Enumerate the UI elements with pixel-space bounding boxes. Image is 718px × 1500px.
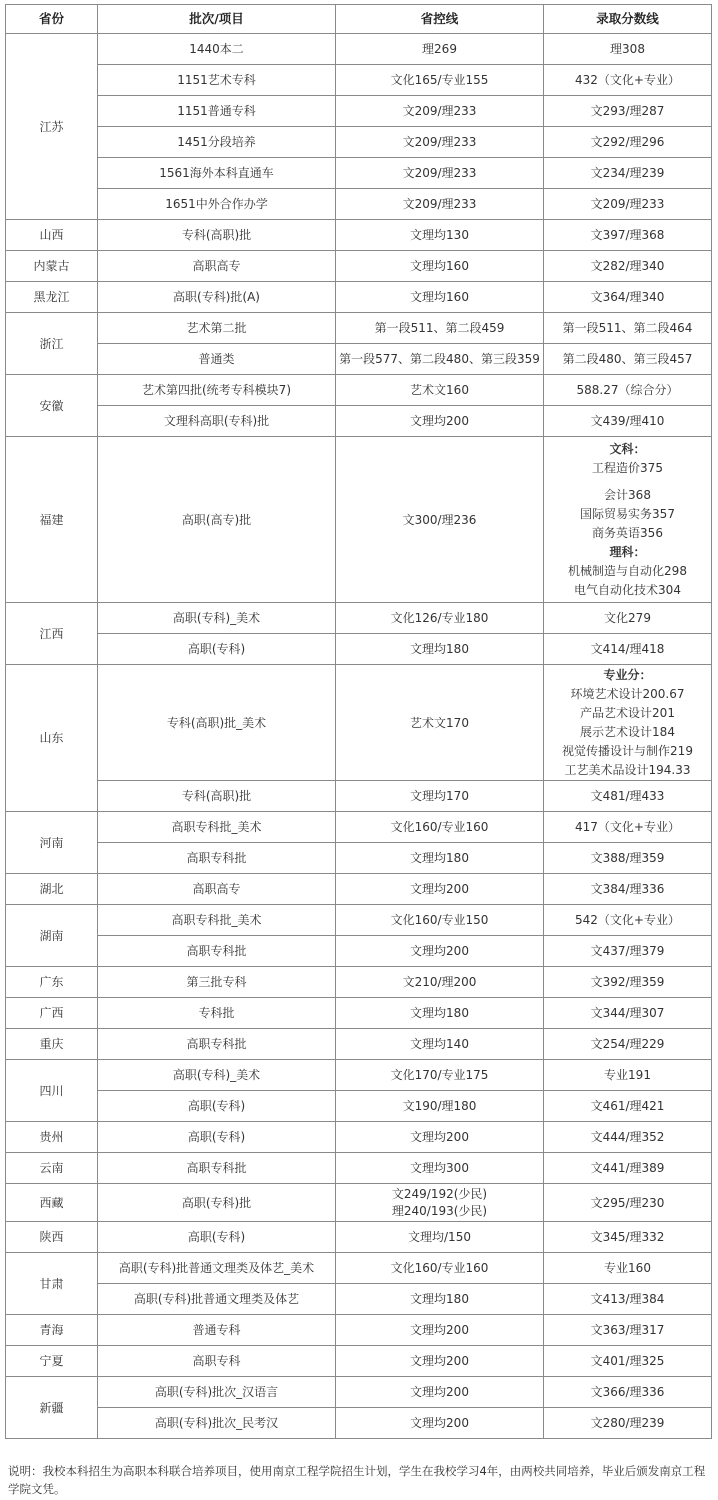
province-cell: 西藏 — [6, 1184, 98, 1222]
control-line-text: 文理均180 — [410, 851, 469, 865]
batch-cell: 普通类 — [98, 344, 336, 375]
control-line-text: 文300/理236 — [402, 512, 477, 527]
score-text: 文254/理229 — [590, 1037, 665, 1051]
table-row — [6, 812, 712, 843]
control-line-text: 理269 — [422, 42, 457, 56]
score-text: 文401/理325 — [590, 1354, 665, 1368]
score-text: 文293/理287 — [590, 104, 665, 118]
score-text: 展示艺术设计184 — [580, 724, 675, 739]
batch-cell: 高职专科批 — [98, 1029, 336, 1060]
control-line-text: 艺术文160 — [410, 383, 469, 397]
control-line-text: 文理均300 — [410, 1161, 469, 1175]
control-line-cell — [336, 189, 544, 220]
control-line-cell — [336, 967, 544, 998]
admission-score-cell — [544, 437, 712, 603]
control-line-cell — [336, 781, 544, 812]
control-line-cell — [336, 665, 544, 781]
control-line-cell — [336, 936, 544, 967]
score-text: 文439/理410 — [590, 414, 665, 428]
score-text: 文481/理433 — [590, 789, 665, 803]
control-line-text: 第一段511、第二段459 — [374, 321, 505, 335]
control-line-cell — [336, 634, 544, 665]
control-line-text: 艺术文170 — [410, 715, 469, 730]
control-line-cell — [336, 603, 544, 634]
batch-cell: 普通专科 — [98, 1315, 336, 1346]
control-line-cell — [336, 1029, 544, 1060]
batch-cell: 高职专科批 — [98, 936, 336, 967]
admission-score-cell — [544, 1284, 712, 1315]
province-cell: 河南 — [6, 812, 98, 874]
footnote: 说明：我校本科招生为高职本科联合培养项目，使用南京工程学院招生计划，学生在我校学习4年，由两校共同培养，毕业后颁发南京工程学院文凭。 — [8, 1464, 706, 1496]
score-text: 文461/理421 — [590, 1099, 665, 1113]
score-text: 文280/理239 — [590, 1416, 665, 1430]
score-text: 文413/理384 — [590, 1292, 665, 1306]
admission-score-cell — [544, 1153, 712, 1184]
table-row — [6, 1315, 712, 1346]
batch-cell: 高职(专科) — [98, 634, 336, 665]
admission-score-cell — [544, 812, 712, 843]
control-line-text: 文理均200 — [410, 1416, 469, 1430]
admission-score-cell — [544, 220, 712, 251]
score-text: 电气自动化技术304 — [574, 582, 681, 597]
score-text: 商务英语356 — [592, 525, 663, 540]
score-text: 专业191 — [604, 1068, 651, 1082]
batch-cell: 高职(专科)批 — [98, 1184, 336, 1222]
province-cell: 安徽 — [6, 375, 98, 437]
control-line-cell — [336, 998, 544, 1029]
province-cell: 江苏 — [6, 34, 98, 220]
table-row — [6, 220, 712, 251]
batch-cell: 1151艺术专科 — [98, 65, 336, 96]
score-text: 文363/理317 — [590, 1323, 665, 1337]
province-cell: 贵州 — [6, 1122, 98, 1153]
control-line-text: 文209/理233 — [402, 197, 477, 211]
control-line-text: 文化165/专业155 — [390, 73, 489, 87]
header-control-line: 省控线 — [336, 5, 544, 34]
score-text: 工艺美术品设计194.33 — [564, 762, 691, 777]
table-row — [6, 65, 712, 96]
batch-cell: 专科(高职)批 — [98, 220, 336, 251]
admission-score-cell — [544, 158, 712, 189]
table-row — [6, 158, 712, 189]
control-line-cell — [336, 65, 544, 96]
score-text: 文292/理296 — [590, 135, 665, 149]
batch-cell: 1451分段培养 — [98, 127, 336, 158]
batch-cell: 专科批 — [98, 998, 336, 1029]
admission-score-cell — [544, 998, 712, 1029]
control-line-text: 文理均200 — [410, 882, 469, 896]
batch-cell: 高职专科批_美术 — [98, 905, 336, 936]
batch-cell: 专科(高职)批 — [98, 781, 336, 812]
control-line-cell — [336, 874, 544, 905]
admission-score-cell — [544, 781, 712, 812]
table-row — [6, 1377, 712, 1408]
province-cell: 青海 — [6, 1315, 98, 1346]
score-text: 588.27（综合分） — [576, 383, 679, 397]
admission-score-cell — [544, 406, 712, 437]
admission-score-cell — [544, 634, 712, 665]
score-text: 文444/理352 — [590, 1130, 665, 1144]
table-row — [6, 1091, 712, 1122]
table-row — [6, 874, 712, 905]
control-line-cell — [336, 251, 544, 282]
batch-cell: 1651中外合作办学 — [98, 189, 336, 220]
score-text: 文397/理368 — [590, 228, 665, 242]
control-line-cell — [336, 1222, 544, 1253]
score-text: 环境艺术设计200.67 — [570, 686, 685, 701]
admission-score-cell — [544, 189, 712, 220]
table-row — [6, 1184, 712, 1222]
control-line-text: 文理均130 — [410, 228, 469, 242]
control-line-cell — [336, 1184, 544, 1222]
table-row — [6, 1060, 712, 1091]
province-cell: 云南 — [6, 1153, 98, 1184]
province-cell: 山西 — [6, 220, 98, 251]
control-line-text: 文理均200 — [410, 944, 469, 958]
admission-score-cell — [544, 1377, 712, 1408]
score-text: 542（文化+专业） — [575, 913, 680, 927]
batch-cell: 高职(专科) — [98, 1222, 336, 1253]
table-header — [6, 5, 712, 34]
admission-score-cell — [544, 282, 712, 313]
score-category-label: 理科： — [609, 544, 646, 559]
control-line-text: 文理均170 — [410, 789, 469, 803]
score-text: 会计368 — [604, 487, 651, 502]
table-row — [6, 344, 712, 375]
control-line-cell — [336, 1377, 544, 1408]
admission-score-cell — [544, 65, 712, 96]
score-text: 文364/理340 — [590, 290, 665, 304]
control-line-cell — [336, 1122, 544, 1153]
province-cell: 湖南 — [6, 905, 98, 967]
score-text: 国际贸易实务357 — [580, 506, 675, 521]
score-text: 文384/理336 — [590, 882, 665, 896]
batch-cell: 高职专科批 — [98, 843, 336, 874]
score-text: 机械制造与自动化298 — [568, 563, 687, 578]
control-line-text: 文理均140 — [410, 1037, 469, 1051]
province-cell: 四川 — [6, 1060, 98, 1122]
batch-cell: 1561海外本科直通车 — [98, 158, 336, 189]
admission-score-cell — [544, 1346, 712, 1377]
admission-score-cell — [544, 1222, 712, 1253]
admission-score-cell — [544, 843, 712, 874]
control-line-text: 文理均200 — [410, 1323, 469, 1337]
table-row — [6, 1153, 712, 1184]
control-line-text: 文化160/专业150 — [390, 913, 489, 927]
score-text: 文化279 — [604, 611, 651, 625]
control-line-cell — [336, 1091, 544, 1122]
score-text: 视觉传播设计与制作219 — [562, 743, 693, 758]
control-line-cell — [336, 1253, 544, 1284]
score-text: 文344/理307 — [590, 1006, 665, 1020]
batch-cell: 专科(高职)批_美术 — [98, 665, 336, 781]
control-line-cell — [336, 158, 544, 189]
province-cell: 湖北 — [6, 874, 98, 905]
admission-score-cell — [544, 34, 712, 65]
batch-cell: 高职专科 — [98, 1346, 336, 1377]
province-cell: 重庆 — [6, 1029, 98, 1060]
table-row — [6, 313, 712, 344]
table-row — [6, 936, 712, 967]
admission-score-table — [5, 4, 712, 1439]
province-cell: 宁夏 — [6, 1346, 98, 1377]
batch-cell: 高职(专科) — [98, 1122, 336, 1153]
admission-score-cell — [544, 344, 712, 375]
table-row — [6, 905, 712, 936]
table-row — [6, 282, 712, 313]
province-cell: 广西 — [6, 998, 98, 1029]
control-line-text: 文理均200 — [410, 1385, 469, 1399]
control-line-cell — [336, 127, 544, 158]
batch-cell: 高职高专 — [98, 874, 336, 905]
score-category-label: 专业分： — [603, 667, 652, 682]
province-cell: 浙江 — [6, 313, 98, 375]
table-body — [6, 34, 712, 1439]
admission-score-cell — [544, 874, 712, 905]
table-row — [6, 1029, 712, 1060]
province-cell: 山东 — [6, 665, 98, 812]
score-text: 文441/理389 — [590, 1161, 665, 1175]
control-line-text: 文化170/专业175 — [390, 1068, 489, 1082]
control-line-cell — [336, 282, 544, 313]
table-row — [6, 665, 712, 781]
admission-score-cell — [544, 375, 712, 406]
control-line-cell — [336, 1284, 544, 1315]
control-line-text: 文190/理180 — [402, 1099, 477, 1113]
score-text: 文345/理332 — [590, 1230, 665, 1244]
table-row — [6, 781, 712, 812]
control-line-text: 文化126/专业180 — [390, 611, 489, 625]
province-cell: 新疆 — [6, 1377, 98, 1439]
table-row — [6, 127, 712, 158]
score-text: 文234/理239 — [590, 166, 665, 180]
table-row — [6, 1346, 712, 1377]
province-cell: 甘肃 — [6, 1253, 98, 1315]
score-text: 432（文化+专业） — [575, 73, 680, 87]
province-cell: 福建 — [6, 437, 98, 603]
control-line-cell — [336, 1060, 544, 1091]
control-line-text: 文理均180 — [410, 1292, 469, 1306]
control-line-cell — [336, 220, 544, 251]
table-row — [6, 1253, 712, 1284]
header-row — [6, 5, 712, 34]
score-text: 文282/理340 — [590, 259, 665, 273]
control-line-cell — [336, 1408, 544, 1439]
batch-cell: 艺术第四批(统考专科模块7) — [98, 375, 336, 406]
control-line-text: 文理均/150 — [408, 1230, 471, 1244]
admission-score-cell — [544, 96, 712, 127]
control-line-text: 文化160/专业160 — [390, 1261, 489, 1275]
batch-cell: 文理科高职(专科)批 — [98, 406, 336, 437]
score-text: 产品艺术设计201 — [580, 705, 675, 720]
control-line-text: 理240/193(少民) — [391, 1203, 488, 1218]
batch-cell: 高职专科批 — [98, 1153, 336, 1184]
batch-cell: 艺术第二批 — [98, 313, 336, 344]
table-row — [6, 375, 712, 406]
score-text: 文388/理359 — [590, 851, 665, 865]
control-line-text: 文209/理233 — [402, 166, 477, 180]
admission-score-cell — [544, 1029, 712, 1060]
score-text: 417（文化+专业） — [575, 820, 680, 834]
admission-score-cell — [544, 1184, 712, 1222]
table-row — [6, 251, 712, 282]
admission-score-cell — [544, 1315, 712, 1346]
batch-cell: 1151普通专科 — [98, 96, 336, 127]
table-row — [6, 967, 712, 998]
batch-cell: 高职(高专)批 — [98, 437, 336, 603]
province-cell: 内蒙古 — [6, 251, 98, 282]
table-row — [6, 34, 712, 65]
control-line-text: 文209/理233 — [402, 104, 477, 118]
score-text: 理308 — [610, 42, 645, 56]
batch-cell: 高职(专科)批普通文理类及体艺 — [98, 1284, 336, 1315]
table-row — [6, 189, 712, 220]
control-line-cell — [336, 1346, 544, 1377]
admission-score-cell — [544, 251, 712, 282]
control-line-text: 文理均160 — [410, 259, 469, 273]
control-line-text: 文理均200 — [410, 1130, 469, 1144]
batch-cell: 高职(专科)_美术 — [98, 603, 336, 634]
control-line-text: 文理均200 — [410, 1354, 469, 1368]
admission-score-cell — [544, 313, 712, 344]
batch-cell: 高职专科批_美术 — [98, 812, 336, 843]
control-line-text: 文249/192(少民) — [391, 1186, 488, 1201]
admission-score-cell — [544, 905, 712, 936]
admission-score-cell — [544, 1408, 712, 1439]
control-line-cell — [336, 905, 544, 936]
score-text: 工程造价375 — [592, 460, 663, 475]
control-line-cell — [336, 843, 544, 874]
admission-score-cell — [544, 127, 712, 158]
control-line-cell — [336, 313, 544, 344]
table-row — [6, 843, 712, 874]
control-line-cell — [336, 1153, 544, 1184]
province-cell: 江西 — [6, 603, 98, 665]
batch-cell: 高职(专科)批普通文理类及体艺_美术 — [98, 1253, 336, 1284]
batch-cell: 高职(专科)批次_民考汉 — [98, 1408, 336, 1439]
batch-cell: 高职(专科)批次_汉语言 — [98, 1377, 336, 1408]
control-line-cell — [336, 34, 544, 65]
control-line-cell — [336, 437, 544, 603]
table-row — [6, 96, 712, 127]
admission-score-cell — [544, 1091, 712, 1122]
control-line-cell — [336, 96, 544, 127]
control-line-text: 文化160/专业160 — [390, 820, 489, 834]
province-cell: 黑龙江 — [6, 282, 98, 313]
header-province: 省份 — [6, 5, 98, 34]
batch-cell: 1440本二 — [98, 34, 336, 65]
admission-score-cell — [544, 1060, 712, 1091]
control-line-cell — [336, 1315, 544, 1346]
score-category-label: 文科： — [609, 441, 646, 456]
table-row — [6, 998, 712, 1029]
batch-cell: 高职高专 — [98, 251, 336, 282]
control-line-text: 文理均200 — [410, 414, 469, 428]
table-row — [6, 1122, 712, 1153]
province-cell: 陕西 — [6, 1222, 98, 1253]
table-row — [6, 1408, 712, 1439]
header-batch: 批次/项目 — [98, 5, 336, 34]
admission-score-cell — [544, 936, 712, 967]
province-cell: 广东 — [6, 967, 98, 998]
table-row — [6, 1284, 712, 1315]
table-row — [6, 1222, 712, 1253]
admission-score-cell — [544, 665, 712, 781]
admission-score-cell — [544, 603, 712, 634]
batch-cell: 第三批专科 — [98, 967, 336, 998]
admission-score-cell — [544, 1253, 712, 1284]
control-line-cell — [336, 406, 544, 437]
header-admission-score: 录取分数线 — [544, 5, 712, 34]
control-line-cell — [336, 812, 544, 843]
table-row — [6, 437, 712, 603]
admission-score-cell — [544, 1122, 712, 1153]
control-line-text: 文理均180 — [410, 642, 469, 656]
batch-cell: 高职(专科) — [98, 1091, 336, 1122]
control-line-text: 第一段577、第二段480、第三段359 — [339, 352, 540, 366]
table-row — [6, 406, 712, 437]
control-line-text: 文理均180 — [410, 1006, 469, 1020]
score-text: 文295/理230 — [590, 1195, 665, 1210]
control-line-text: 文理均160 — [410, 290, 469, 304]
score-text: 文366/理336 — [590, 1385, 665, 1399]
control-line-cell — [336, 375, 544, 406]
score-text: 第一段511、第二段464 — [562, 321, 693, 335]
table-row — [6, 603, 712, 634]
control-line-cell — [336, 344, 544, 375]
batch-cell: 高职(专科)_美术 — [98, 1060, 336, 1091]
score-text: 第二段480、第三段457 — [562, 352, 693, 366]
admission-score-cell — [544, 967, 712, 998]
control-line-text: 文209/理233 — [402, 135, 477, 149]
control-line-text: 文210/理200 — [402, 975, 477, 989]
score-text: 文437/理379 — [590, 944, 665, 958]
score-text: 专业160 — [604, 1261, 651, 1275]
score-text: 文392/理359 — [590, 975, 665, 989]
batch-cell: 高职(专科)批(A) — [98, 282, 336, 313]
score-text: 文209/理233 — [590, 197, 665, 211]
table-row — [6, 634, 712, 665]
score-text: 文414/理418 — [590, 642, 665, 656]
